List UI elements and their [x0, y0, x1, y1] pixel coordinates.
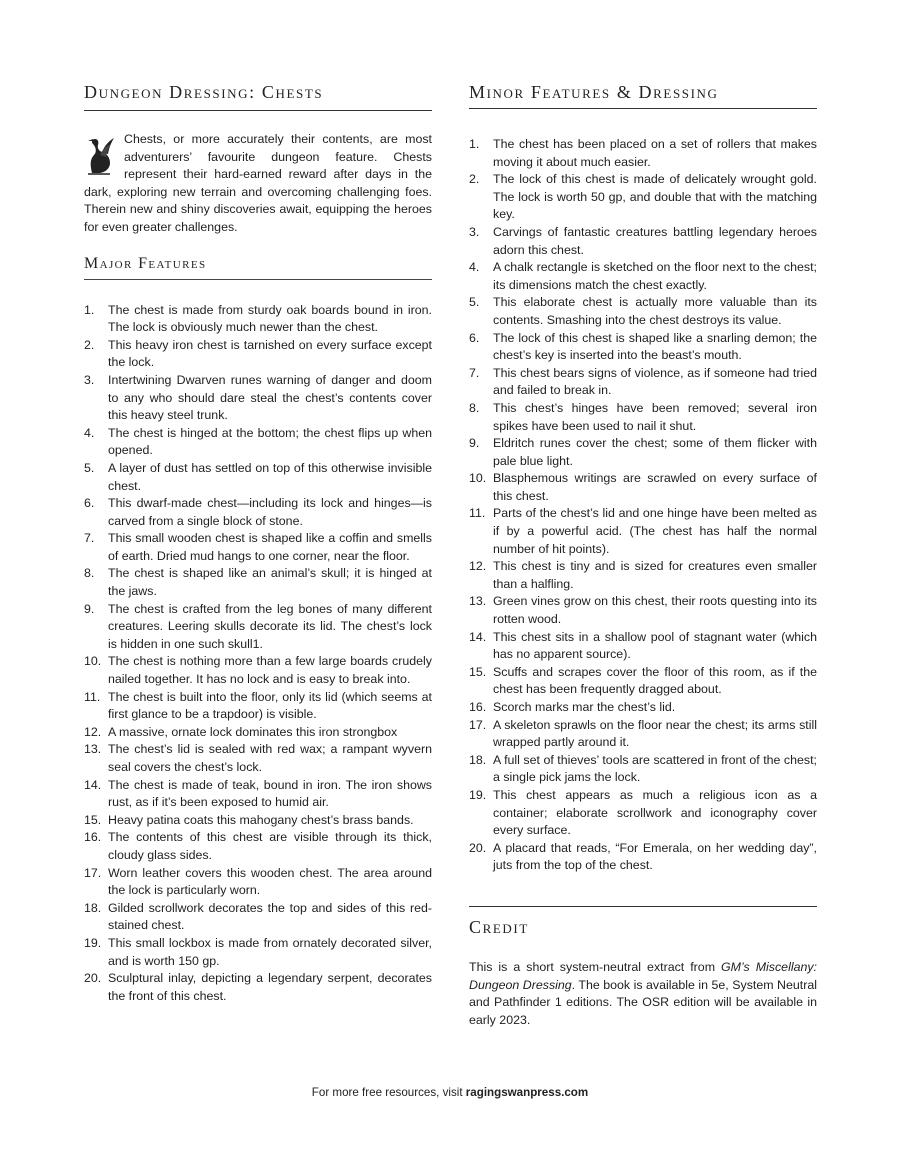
item-number: 16. — [84, 830, 102, 845]
item-number: 10. — [469, 471, 487, 486]
item-number: 15. — [469, 664, 487, 679]
item-number: 15. — [84, 812, 102, 827]
minor-feature-item — [469, 558, 817, 593]
item-number: 17. — [469, 717, 487, 732]
item-text: Heavy patina coats this mahogany chest’s brass bands. — [108, 812, 414, 827]
major-feature-item — [84, 900, 432, 935]
credit-text-pre: This is a short system-neutral extract from — [469, 960, 722, 974]
major-feature-item — [84, 337, 432, 372]
item-text: Gilded scrollwork decorates the top and sides of this red-stained chest. — [108, 900, 432, 933]
minor-feature-item — [469, 840, 817, 875]
minor-feature-item — [469, 787, 817, 840]
item-number: 7. — [84, 531, 95, 546]
major-feature-item — [84, 425, 432, 460]
item-text: This chest appears as much a religious icon as a container; elaborate scrollwork and iconography cover every surface. — [493, 787, 817, 838]
major-feature-item — [84, 812, 432, 830]
minor-feature-item — [469, 505, 817, 558]
page-footer — [0, 1086, 900, 1099]
item-text: The chest is shaped like an animal’s skull; it is hinged at the jaws. — [108, 566, 432, 599]
item-number: 3. — [469, 224, 480, 239]
item-text: Blasphemous writings are scrawled on every surface of this chest. — [493, 471, 817, 503]
item-text: The lock of this chest is made of delicately wrought gold. The lock is worth 50 gp, and double that with the matching key. — [493, 172, 817, 222]
item-text: The chest is crafted from the leg bones of many different creatures. Leering skulls decorate its lid. The chest’s lock is hidden in one such skull1. — [108, 601, 432, 651]
minor-features-list — [469, 136, 817, 875]
item-text: A skeleton sprawls on the floor near the chest; its arms still wrapped partly around it. — [493, 717, 817, 750]
item-number: 19. — [84, 935, 102, 950]
major-feature-item — [84, 460, 432, 495]
minor-feature-item — [469, 435, 817, 470]
item-number: 11. — [469, 506, 486, 521]
item-number: 2. — [84, 337, 95, 352]
item-number: 18. — [469, 752, 487, 767]
major-feature-item — [84, 601, 432, 654]
item-number: 20. — [84, 971, 102, 986]
major-feature-item — [84, 530, 432, 565]
major-feature-item — [84, 935, 432, 970]
item-number: 5. — [84, 460, 95, 475]
item-text: This small lockbox is made from ornately decorated silver, and is worth 150 gp. — [108, 935, 432, 968]
item-number: 4. — [84, 425, 95, 440]
item-text: This heavy iron chest is tarnished on every surface except the lock. — [108, 337, 432, 370]
item-text: The contents of this chest are visible through its thick, cloudy glass sides. — [108, 830, 432, 862]
item-text: This chest bears signs of violence, as if someone had tried and failed to break in. — [493, 365, 817, 398]
item-number: 9. — [84, 601, 95, 616]
intro-paragraph — [84, 131, 432, 237]
page-title: Dungeon Dressing: Chests — [84, 80, 432, 111]
item-number: 12. — [84, 724, 102, 739]
item-text: This elaborate chest is actually more valuable than its contents. Smashing into the chest destroys its value. — [493, 295, 817, 327]
minor-feature-item — [469, 365, 817, 400]
item-number: 17. — [84, 865, 102, 880]
item-text: This small wooden chest is shaped like a coffin and smells of earth. Dried mud hangs to one corner, near the floor. — [108, 531, 432, 563]
footer-link[interactable]: ragingswanpress.com — [465, 1086, 589, 1099]
item-number: 8. — [84, 566, 95, 581]
item-number: 8. — [469, 400, 480, 415]
right-column — [469, 80, 817, 875]
item-text: Intertwining Dwarven runes warning of danger and doom to any who should dare steal the chest’s contents cover this heavy steel trunk. — [108, 372, 432, 423]
major-feature-item — [84, 970, 432, 1005]
minor-feature-item — [469, 224, 817, 259]
item-text: The chest is hinged at the bottom; the chest flips up when opened. — [108, 425, 432, 458]
minor-feature-item — [469, 664, 817, 699]
item-number: 5. — [469, 295, 480, 310]
major-feature-item — [84, 865, 432, 900]
item-text: The chest is made of teak, bound in iron. The iron shows rust, as if it’s been exposed to humid air. — [108, 777, 432, 810]
item-text: This chest is tiny and is sized for creatures even smaller than a halfling. — [493, 559, 817, 591]
item-text: The chest is made from sturdy oak boards bound in iron. The lock is obviously much newer than the chest. — [108, 302, 432, 335]
footer-text: For more free resources, visit — [311, 1086, 466, 1099]
item-text: Eldritch runes cover the chest; some of them flicker with pale blue light. — [493, 436, 817, 468]
item-text: The chest is nothing more than a few large boards crudely nailed together. It has no lock and is easy to break into. — [108, 654, 432, 687]
credit-book-title: GM’s Miscellany: Dungeon Dressing — [469, 960, 817, 992]
credit-text-post: . The book is available in 5e, System Neutral and Pathfinder 1 editions. The OSR edition will be available in early 2023. — [469, 977, 817, 1027]
intro-text: Chests, or more accurately their contents, are most adventurers’ favourite dungeon feature. Chests represent their hard-earned reward after days in the dark, exploring new terrain and overcoming challenging foes. Therein new and shiny discoveries await, equipping the heroes for even greater challenges. — [84, 132, 432, 234]
item-text: Scuffs and scrapes cover the floor of this room, as if the chest has been frequently dragged about. — [493, 664, 817, 697]
item-number: 9. — [469, 436, 480, 451]
item-number: 14. — [469, 629, 487, 644]
item-number: 3. — [84, 372, 95, 387]
credit-section — [469, 906, 817, 1029]
minor-feature-item — [469, 593, 817, 628]
item-number: 19. — [469, 787, 487, 802]
major-features-heading: Major Features — [84, 253, 432, 280]
item-number: 11. — [84, 689, 101, 704]
minor-feature-item — [469, 330, 817, 365]
item-number: 7. — [469, 365, 480, 380]
minor-feature-item — [469, 400, 817, 435]
minor-feature-item — [469, 171, 817, 224]
item-number: 13. — [469, 594, 487, 609]
item-text: Sculptural inlay, depicting a legendary serpent, decorates the front of this chest. — [108, 971, 432, 1003]
major-features-list — [84, 302, 432, 1006]
item-number: 20. — [469, 840, 487, 855]
major-feature-item — [84, 653, 432, 688]
item-text: Green vines grow on this chest, their roots questing into its rotten wood. — [493, 594, 817, 627]
minor-feature-item — [469, 259, 817, 294]
item-text: Parts of the chest’s lid and one hinge have been melted as if by a powerful acid. (The chest has half the normal number of hit points). — [493, 506, 817, 556]
item-text: A massive, ornate lock dominates this iron strongbox — [108, 724, 398, 739]
minor-feature-item — [469, 752, 817, 787]
minor-feature-item — [469, 717, 817, 752]
credit-paragraph — [469, 959, 817, 1029]
minor-feature-item — [469, 470, 817, 505]
major-feature-item — [84, 372, 432, 425]
item-text: The chest has been placed on a set of rollers that makes moving it about much easier. — [493, 137, 817, 169]
item-text: This chest’s hinges have been removed; several iron spikes have been used to nail it shut. — [493, 400, 817, 433]
item-number: 1. — [84, 302, 95, 317]
item-text: This chest sits in a shallow pool of stagnant water (which has no apparent source). — [493, 629, 817, 662]
item-number: 18. — [84, 900, 102, 915]
item-number: 13. — [84, 742, 102, 757]
item-text: A full set of thieves’ tools are scattered in front of the chest; a single pick jams the lock. — [493, 752, 817, 785]
item-number: 2. — [469, 172, 480, 187]
item-text: Carvings of fantastic creatures battling legendary heroes adorn this chest. — [493, 224, 817, 257]
item-text: A chalk rectangle is sketched on the floor next to the chest; its dimensions match the chest exactly. — [493, 260, 817, 292]
left-column — [84, 80, 432, 1005]
item-text: The chest’s lid is sealed with red wax; a rampant wyvern seal covers the chest’s lock. — [108, 742, 432, 774]
minor-features-heading: Minor Features & Dressing — [469, 80, 817, 109]
minor-feature-item — [469, 294, 817, 329]
item-number: 16. — [469, 700, 487, 714]
item-number: 6. — [469, 330, 480, 345]
major-feature-item — [84, 565, 432, 600]
major-feature-item — [84, 777, 432, 812]
major-feature-item — [84, 302, 432, 337]
major-feature-item — [84, 829, 432, 864]
major-feature-item — [84, 741, 432, 776]
item-number: 10. — [84, 654, 102, 669]
item-text: A placard that reads, “For Emerala, on her wedding day”, juts from the top of the chest. — [493, 840, 817, 873]
item-number: 1. — [469, 137, 480, 151]
minor-feature-item — [469, 699, 817, 717]
item-number: 6. — [84, 496, 95, 511]
major-feature-item — [84, 724, 432, 742]
item-text: This dwarf-made chest—including its lock and hinges—is carved from a single block of stone. — [108, 496, 432, 528]
swan-logo-icon — [84, 133, 116, 175]
major-feature-item — [84, 689, 432, 724]
major-feature-item — [84, 495, 432, 530]
item-number: 12. — [469, 559, 487, 574]
item-text: Scorch marks mar the chest’s lid. — [493, 700, 676, 714]
item-text: Worn leather covers this wooden chest. The area around the lock is particularly worn. — [108, 865, 432, 898]
minor-feature-item — [469, 629, 817, 664]
minor-feature-item — [469, 136, 817, 171]
credit-heading: Credit — [469, 917, 529, 937]
item-text: The lock of this chest is shaped like a snarling demon; the chest’s key is inserted into the beast’s mouth. — [493, 330, 817, 363]
item-text: A layer of dust has settled on top of this otherwise invisible chest. — [108, 460, 432, 493]
item-text: The chest is built into the floor, only its lid (which seems at first glance to be a trapdoor) is visible. — [108, 689, 432, 722]
item-number: 4. — [469, 260, 480, 275]
item-number: 14. — [84, 777, 102, 792]
